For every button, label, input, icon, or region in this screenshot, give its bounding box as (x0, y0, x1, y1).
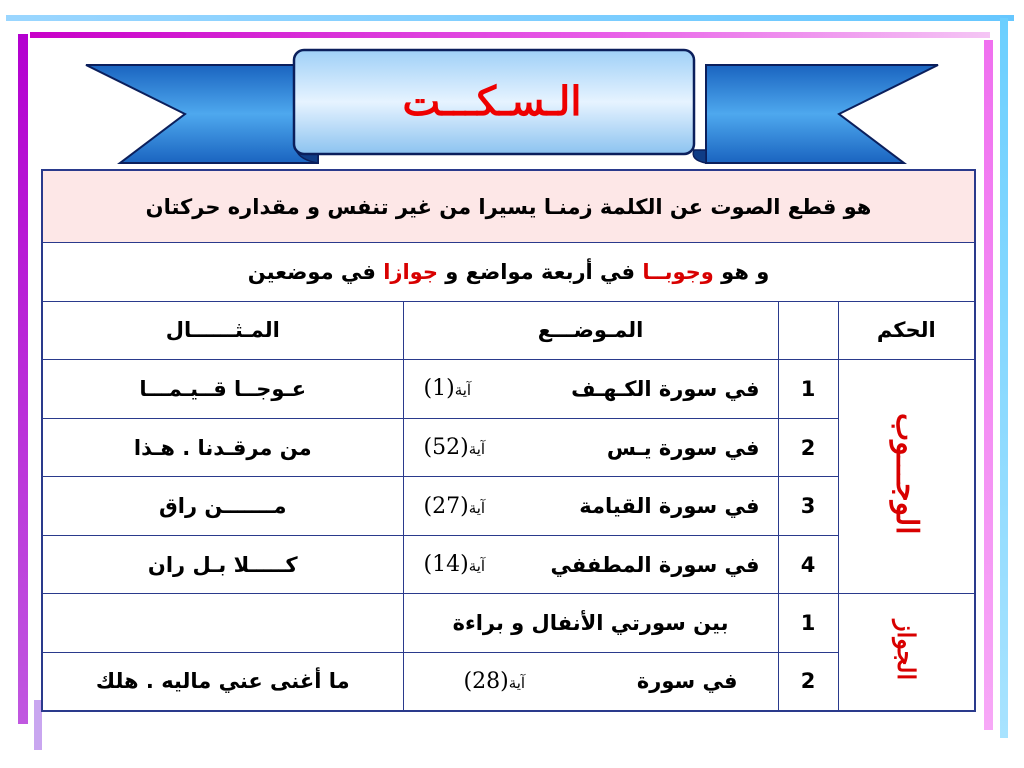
row-location (403, 477, 778, 536)
rule-jawaz-cell (838, 594, 975, 711)
page-title: الـسـكـــت (402, 78, 582, 125)
row-ayah-ref (424, 376, 472, 401)
row-ayah-ref (424, 435, 486, 460)
occurrence-after: في موضعين (247, 259, 376, 284)
row-example: مـــــــن راق (42, 477, 403, 536)
ayah-word: آية (468, 498, 486, 517)
row-number: 2 (778, 418, 838, 477)
ayah-word: آية (454, 381, 472, 400)
header-example: المـثــــــال (42, 301, 403, 360)
row-number: 1 (778, 594, 838, 653)
row-ayah: (28) (463, 668, 509, 694)
row-number: 4 (778, 535, 838, 594)
row-surah: في سورة المطففي (550, 552, 760, 577)
occurrence-before: و هو (721, 259, 770, 284)
silence-rules-table (41, 169, 976, 712)
row-number: 3 (778, 477, 838, 536)
rule-jawaz-label: الجواز (891, 619, 921, 680)
row-surah: في سورة (636, 669, 738, 694)
header-number (778, 301, 838, 360)
rule-wajib-label: الوجـــوب (888, 413, 924, 536)
row-ayah-ref (464, 669, 526, 694)
occurrence-text (42, 243, 975, 302)
occurrence-middle: في أربعة مواضع و (445, 259, 636, 284)
definition-text: هو قطع الصوت عن الكلمة زمنـا يسيرا من غير تنفس و مقداره حركتان (42, 170, 975, 243)
table-row (42, 477, 975, 536)
header-row (42, 301, 975, 360)
ayah-word: آية (468, 557, 486, 576)
row-ayah-ref (424, 552, 486, 577)
row-ayah: (1) (423, 376, 455, 402)
row-surah: في سورة القيامة (579, 494, 760, 519)
row-ayah-ref (424, 494, 486, 519)
row-surah: في سورة الكـهـف (571, 376, 760, 401)
ayah-word: آية (508, 673, 526, 692)
header-location: المـوضـــع (403, 301, 778, 360)
table-row (42, 594, 975, 653)
ayah-word: آية (468, 440, 486, 459)
occurrence-wajib: وجوبــا (642, 259, 714, 284)
header-ruling: الحكم (838, 301, 975, 360)
table-row (42, 418, 975, 477)
row-number: 1 (778, 360, 838, 419)
ribbon-left-tail (86, 65, 318, 163)
occurrence-jawaz: جوازا (383, 259, 438, 284)
table-row (42, 652, 975, 711)
ribbon-right-fold (693, 150, 706, 163)
row-location (403, 360, 778, 419)
ribbon-right-tail (706, 65, 938, 163)
rule-wajib-cell (838, 360, 975, 594)
row-location (403, 652, 778, 711)
table-row (42, 535, 975, 594)
row-ayah: (27) (423, 493, 469, 519)
occurrence-row (42, 243, 975, 302)
row-surah: في سورة يـس (606, 435, 760, 460)
row-example (42, 594, 403, 653)
row-example: ما أغنى عني ماليه . هلك (42, 652, 403, 711)
row-location: بين سورتي الأنفال و براءة (403, 594, 778, 653)
row-ayah: (52) (423, 435, 469, 461)
row-example: كـــــلا بـل ران (42, 535, 403, 594)
table-row (42, 360, 975, 419)
row-location (403, 535, 778, 594)
row-number: 2 (778, 652, 838, 711)
row-ayah: (14) (423, 552, 469, 578)
row-example: من مرقـدنا . هـذا (42, 418, 403, 477)
definition-row (42, 170, 975, 243)
row-location (403, 418, 778, 477)
row-example: عـوجــا قــيـمـــا (42, 360, 403, 419)
